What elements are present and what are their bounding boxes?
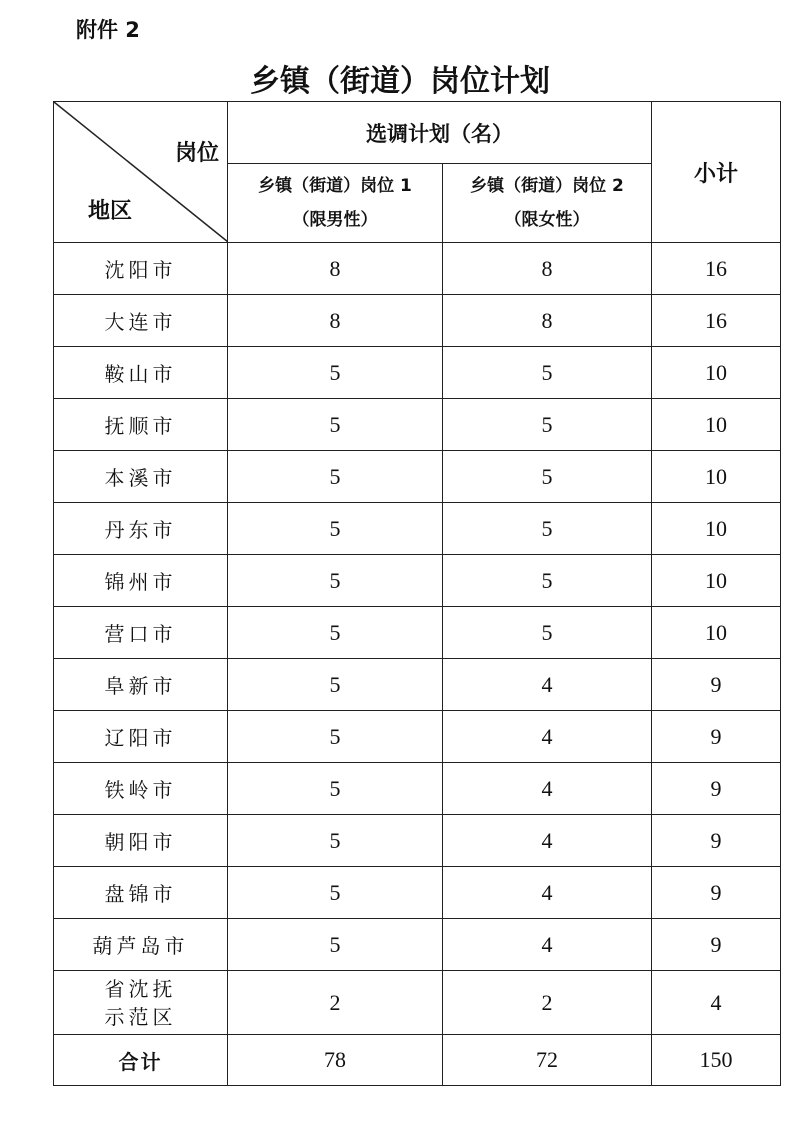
- post1-cell: 5: [228, 815, 443, 867]
- post2-cell: 5: [443, 555, 652, 607]
- post2-cell: 4: [443, 763, 652, 815]
- post2-cell: 4: [443, 711, 652, 763]
- total-cell: 10: [652, 399, 781, 451]
- post2-cell: 8: [443, 295, 652, 347]
- region-line1: 省沈抚: [104, 976, 177, 1001]
- post1-cell: 5: [228, 867, 443, 919]
- region-cell: 丹东市: [54, 503, 228, 555]
- post2-cell: 4: [443, 659, 652, 711]
- region-line2: 示范区: [104, 1004, 177, 1029]
- post2-header-line2: （限女性）: [504, 210, 590, 230]
- total-cell: 16: [652, 243, 781, 295]
- table-row: [54, 295, 781, 347]
- table-row: [54, 763, 781, 815]
- corner-cell: [54, 102, 228, 243]
- post2-cell: 5: [443, 347, 652, 399]
- table-row: [54, 399, 781, 451]
- post1-cell: 5: [228, 451, 443, 503]
- region-cell: 沈阳市: [54, 243, 228, 295]
- post1-cell: 5: [228, 503, 443, 555]
- post2-cell: 4: [443, 919, 652, 971]
- sum-post1: 78: [228, 1035, 443, 1086]
- plan-header: 选调计划（名）: [228, 102, 652, 164]
- region-cell: 盘锦市: [54, 867, 228, 919]
- post1-cell: 8: [228, 243, 443, 295]
- post2-cell: 5: [443, 607, 652, 659]
- post1-cell: 5: [228, 347, 443, 399]
- post1-cell: 2: [228, 971, 443, 1035]
- table-row: [54, 919, 781, 971]
- post2-cell: 2: [443, 971, 652, 1035]
- post1-cell: 5: [228, 607, 443, 659]
- table-row: [54, 503, 781, 555]
- post1-cell: 5: [228, 555, 443, 607]
- corner-post-label: 岗位: [174, 141, 219, 166]
- table-row: [54, 659, 781, 711]
- table-row: [54, 451, 781, 503]
- table-row: [54, 555, 781, 607]
- table-row: [54, 243, 781, 295]
- post1-header-line2: （限男性）: [292, 210, 378, 230]
- page-title: 乡镇（街道）岗位计划: [250, 64, 550, 99]
- total-cell: 9: [652, 867, 781, 919]
- post1-cell: 5: [228, 711, 443, 763]
- post2-cell: 5: [443, 451, 652, 503]
- post2-cell: 5: [443, 503, 652, 555]
- sum-row: [54, 1035, 781, 1086]
- post1-cell: 5: [228, 659, 443, 711]
- total-cell: 16: [652, 295, 781, 347]
- region-cell: 本溪市: [54, 451, 228, 503]
- table-row: [54, 711, 781, 763]
- post1-header: [228, 164, 443, 243]
- total-cell: 9: [652, 659, 781, 711]
- table-row: [54, 607, 781, 659]
- total-cell: 9: [652, 919, 781, 971]
- region-cell: 阜新市: [54, 659, 228, 711]
- total-cell: 10: [652, 347, 781, 399]
- region-cell: 葫芦岛市: [54, 919, 228, 971]
- region-cell: 鞍山市: [54, 347, 228, 399]
- table-row-special: [54, 971, 781, 1035]
- post2-header: [443, 164, 652, 243]
- sum-total: 150: [652, 1035, 781, 1086]
- post2-cell: 5: [443, 399, 652, 451]
- total-cell: 10: [652, 503, 781, 555]
- total-cell: 10: [652, 451, 781, 503]
- region-cell: 锦州市: [54, 555, 228, 607]
- region-cell: 大连市: [54, 295, 228, 347]
- total-cell: 10: [652, 555, 781, 607]
- post1-header-line1: 乡镇（街道）岗位 1: [258, 176, 412, 196]
- post1-cell: 5: [228, 763, 443, 815]
- diagonal-line: [54, 102, 228, 242]
- post2-cell: 4: [443, 815, 652, 867]
- sum-post2: 72: [443, 1035, 652, 1086]
- post1-cell: 8: [228, 295, 443, 347]
- table-row: [54, 347, 781, 399]
- total-cell: 10: [652, 607, 781, 659]
- total-cell: 9: [652, 763, 781, 815]
- table-row: [54, 867, 781, 919]
- region-cell: 抚顺市: [54, 399, 228, 451]
- region-cell: [54, 971, 228, 1035]
- attachment-label: 附件 2: [76, 18, 140, 42]
- sum-label: 合计: [54, 1035, 228, 1086]
- post1-cell: 5: [228, 399, 443, 451]
- subtotal-header: 小计: [652, 102, 781, 243]
- post2-cell: 8: [443, 243, 652, 295]
- total-cell: 9: [652, 815, 781, 867]
- post1-cell: 5: [228, 919, 443, 971]
- region-cell: 铁岭市: [54, 763, 228, 815]
- post2-cell: 4: [443, 867, 652, 919]
- total-cell: 9: [652, 711, 781, 763]
- table-row: [54, 815, 781, 867]
- plan-table: [53, 101, 781, 1086]
- corner-area-label: 地区: [88, 199, 133, 224]
- total-cell: 4: [652, 971, 781, 1035]
- post2-header-line1: 乡镇（街道）岗位 2: [470, 176, 624, 196]
- region-cell: 朝阳市: [54, 815, 228, 867]
- region-cell: 营口市: [54, 607, 228, 659]
- region-cell: 辽阳市: [54, 711, 228, 763]
